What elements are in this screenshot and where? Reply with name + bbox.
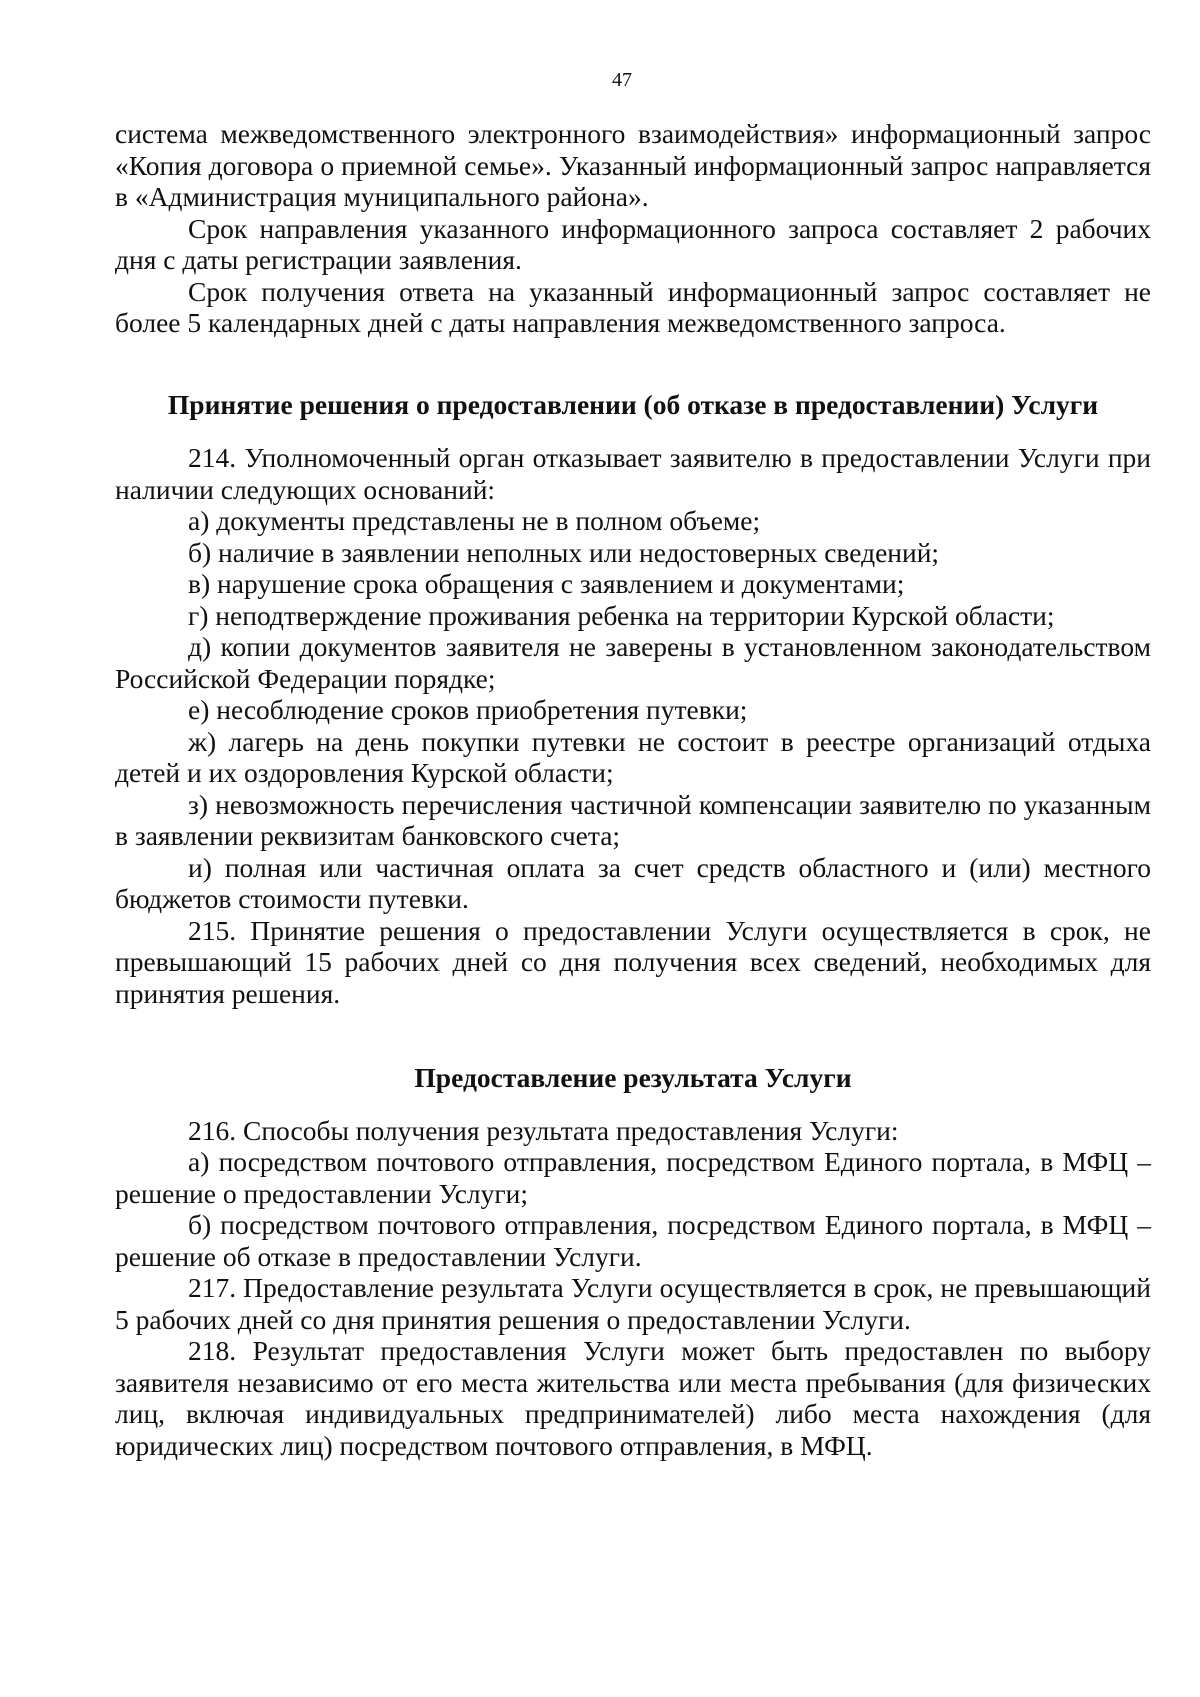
list-item: з) невозможность перечисления частичной компенсации заявителю по указанным в заявлении реквизитам банковского счета;: [115, 788, 1151, 851]
list-item: ж) лагерь на день покупки путевки не состоит в реестре организаций отдыха детей и их оздоровления Курской области;: [115, 725, 1151, 788]
list-item: е) несоблюдение сроков приобретения путевки;: [188, 694, 748, 725]
list-item: г) неподтверждение проживания ребенка на территории Курской области;: [188, 599, 1055, 631]
list-item: в) нарушение срока обращения с заявлением и документами;: [188, 568, 905, 599]
list-item: б) посредством почтового отправления, посредством Единого портала, в МФЦ – решение об отказе в предоставлении Услуги.: [115, 1209, 1151, 1272]
spacer: [115, 1009, 1151, 1062]
list-item: а) документы представлены не в полном объеме;: [188, 505, 761, 536]
paragraph: 217. Предоставление результата Услуги осуществляется в срок, не превышающий 5 рабочих дней со дня принятия решения о предоставлении Услуги.: [115, 1272, 1151, 1335]
spacer: [115, 1094, 1151, 1115]
document-body: [115, 118, 1151, 1461]
spacer: [115, 339, 1151, 389]
paragraph: 218. Результат предоставления Услуги может быть предоставлен по выбору заявителя независимо от его места жительства или места пребывания (для физических лиц, включая индивидуальных предпринимателей) либо места нахождения (для юридических лиц) посредством почтового отправления, в МФЦ.: [115, 1335, 1151, 1461]
section-heading-decision: Принятие решения о предоставлении (об отказе в предоставлении) Услуги: [167, 388, 1099, 420]
paragraph: система межведомственного электронного взаимодействия» информационный запрос «Копия договора о приемной семье». Указанный информационный запрос направляется в «Администрация муниципального района».: [115, 118, 1151, 212]
paragraph: Срок получения ответа на указанный информационный запрос составляет не более 5 календарных дней с даты направления межведомственного запроса.: [115, 275, 1151, 338]
list-item: б) наличие в заявлении неполных или недостоверных сведений;: [188, 536, 940, 568]
page-number: 47: [612, 69, 632, 91]
paragraph: 214. Уполномоченный орган отказывает заявителю в предоставлении Услуги при наличии следующих оснований:: [115, 442, 1151, 505]
list-item: и) полная или частичная оплата за счет средств областного и (или) местного бюджетов стоимости путевки.: [115, 851, 1151, 914]
paragraph: 216. Способы получения результата предоставления Услуги:: [188, 1114, 899, 1146]
list-item: д) копии документов заявителя не заверены в установленном законодательством Российской Федерации порядке;: [115, 631, 1151, 694]
spacer: [115, 420, 1151, 442]
section-heading-result: Предоставление результата Услуги: [414, 1062, 852, 1093]
list-item: а) посредством почтового отправления, посредством Единого портала, в МФЦ – решение о предоставлении Услуги;: [115, 1146, 1151, 1209]
paragraph: 215. Принятие решения о предоставлении Услуги осуществляется в срок, не превышающий 15 рабочих дней со дня получения всех сведений, необходимых для принятия решения.: [115, 914, 1151, 1009]
paragraph: Срок направления указанного информационного запроса составляет 2 рабочих дня с даты регистрации заявления.: [115, 212, 1151, 275]
